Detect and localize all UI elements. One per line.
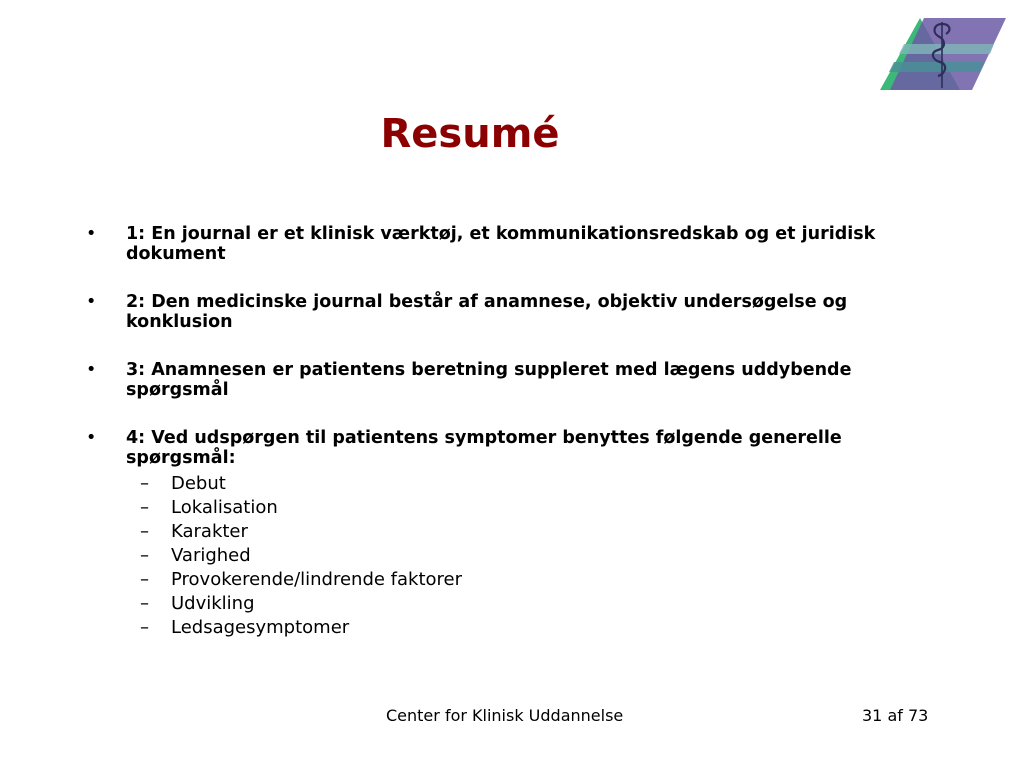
bullet-marker: • bbox=[86, 360, 97, 380]
bullet-list bbox=[86, 224, 946, 640]
sub-item-text: Provokerende/lindrende faktorer bbox=[171, 569, 463, 590]
sub-item bbox=[126, 592, 946, 616]
sub-marker: – bbox=[140, 521, 149, 542]
sub-item bbox=[126, 496, 946, 520]
sub-item bbox=[126, 520, 946, 544]
bullet-text: 3: Anamnesen er patientens beretning suppleret med lægens uddybende spørgsmål bbox=[126, 360, 852, 400]
sub-item-text: Karakter bbox=[171, 521, 248, 542]
bullet-item bbox=[86, 428, 946, 640]
sub-list bbox=[126, 472, 946, 640]
bullet-marker: • bbox=[86, 224, 97, 244]
sub-marker: – bbox=[140, 593, 149, 614]
sub-item-text: Udvikling bbox=[171, 593, 255, 614]
sub-item-text: Debut bbox=[171, 473, 226, 494]
bullet-item bbox=[86, 224, 946, 264]
sub-item bbox=[126, 616, 946, 640]
bullet-text: 4: Ved udspørgen til patientens symptomer benyttes følgende generelle spørgsmål: bbox=[126, 428, 842, 468]
sub-marker: – bbox=[140, 473, 149, 494]
slide-content bbox=[86, 224, 946, 668]
caduceus-parallelogram-logo-icon bbox=[876, 14, 1008, 94]
bullet-text: 2: Den medicinske journal består af anamnese, objektiv undersøgelse og konklusion bbox=[126, 292, 848, 332]
bullet-marker: • bbox=[86, 428, 97, 448]
bullet-item bbox=[86, 292, 946, 332]
sub-marker: – bbox=[140, 569, 149, 590]
sub-item-text: Ledsagesymptomer bbox=[171, 617, 350, 638]
footer-page-number: 31 af 73 bbox=[862, 706, 929, 725]
sub-marker: – bbox=[140, 545, 149, 566]
sub-item bbox=[126, 568, 946, 592]
sub-item bbox=[126, 472, 946, 496]
sub-item-text: Lokalisation bbox=[171, 497, 278, 518]
sub-marker: – bbox=[140, 617, 149, 638]
sub-item bbox=[126, 544, 946, 568]
bullet-text: 1: En journal er et klinisk værktøj, et kommunikationsredskab og et juridisk dokument bbox=[126, 224, 876, 264]
bullet-marker: • bbox=[86, 292, 97, 312]
sub-item-text: Varighed bbox=[171, 545, 251, 566]
bullet-item bbox=[86, 360, 946, 400]
footer-organization: Center for Klinisk Uddannelse bbox=[386, 706, 624, 725]
slide-title: Resumé bbox=[380, 111, 560, 157]
sub-marker: – bbox=[140, 497, 149, 518]
